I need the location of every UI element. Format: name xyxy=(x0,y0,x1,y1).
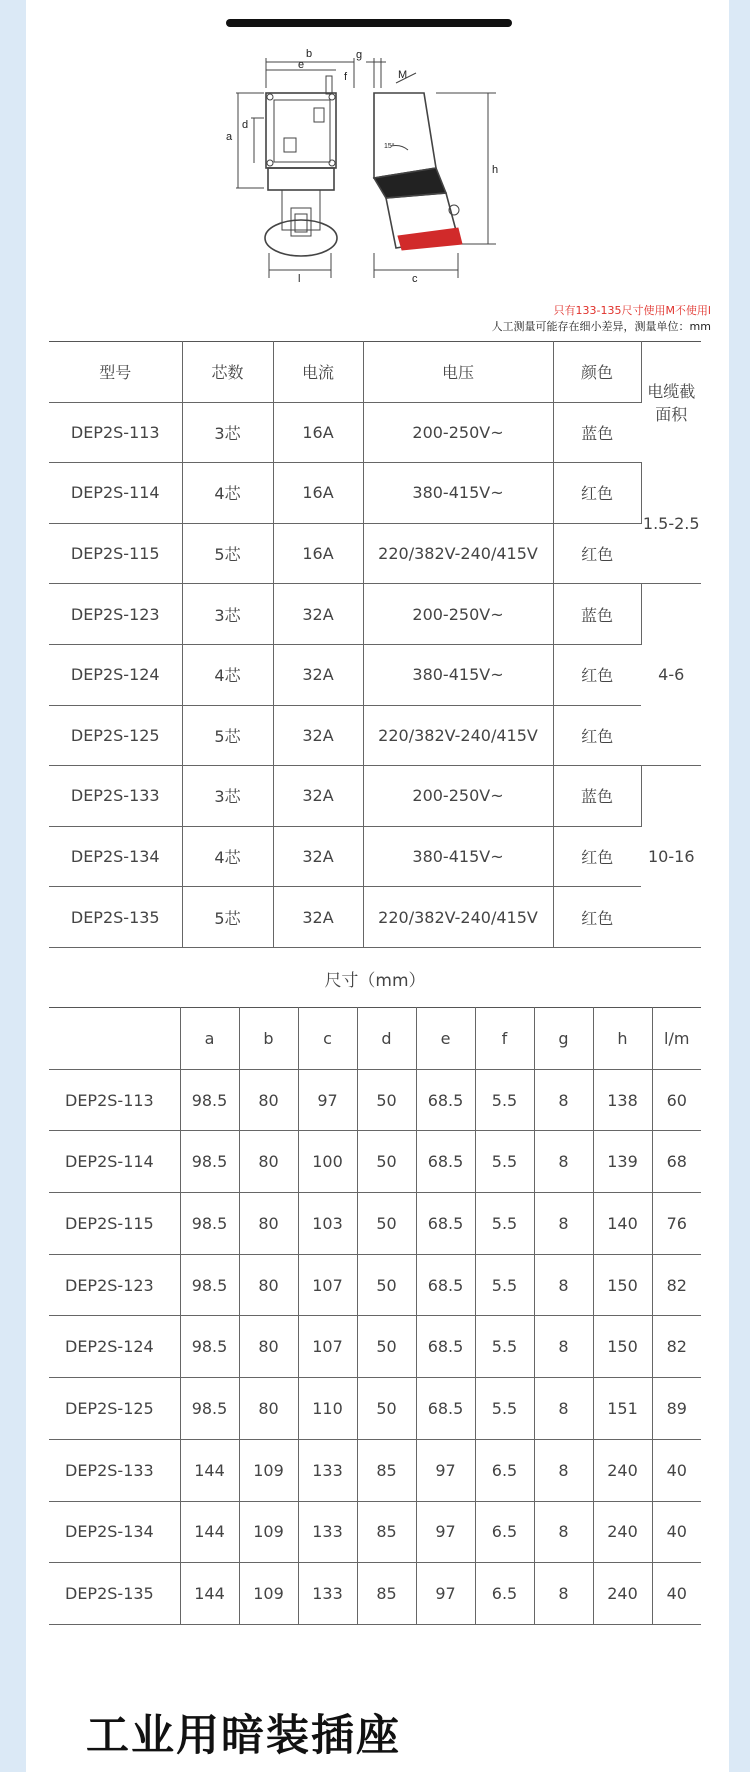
cell-lm: 82 xyxy=(652,1254,701,1316)
cell-e: 97 xyxy=(416,1501,475,1563)
cell-f: 6.5 xyxy=(475,1501,534,1563)
cell-f: 6.5 xyxy=(475,1563,534,1625)
cell-model: DEP2S-135 xyxy=(49,1563,180,1625)
cell-f: 6.5 xyxy=(475,1439,534,1501)
cell-cores: 3芯 xyxy=(182,584,273,645)
cell-d: 85 xyxy=(357,1563,416,1625)
cell-d: 85 xyxy=(357,1501,416,1563)
cell-b: 109 xyxy=(239,1501,298,1563)
cell-b: 80 xyxy=(239,1254,298,1316)
cell-d: 50 xyxy=(357,1316,416,1378)
dims-header: d xyxy=(357,1008,416,1070)
cell-lm: 40 xyxy=(652,1439,701,1501)
note-measurement: 人工测量可能存在细小差异，测量单位：mm xyxy=(491,320,711,333)
cell-a: 144 xyxy=(180,1501,239,1563)
cell-c: 107 xyxy=(298,1316,357,1378)
cell-h: 150 xyxy=(593,1254,652,1316)
dims-header: c xyxy=(298,1008,357,1070)
cell-c: 107 xyxy=(298,1254,357,1316)
cell-voltage: 200-250V~ xyxy=(363,766,553,827)
cell-model: DEP2S-113 xyxy=(49,402,182,463)
dims-table xyxy=(49,1007,701,1625)
label-f: f xyxy=(344,71,348,83)
note-m-usage: 只有133-135尺寸使用M不使用l xyxy=(553,304,711,317)
cell-d: 50 xyxy=(357,1193,416,1255)
cell-cores: 4芯 xyxy=(182,826,273,887)
label-a: a xyxy=(226,131,233,143)
cell-b: 109 xyxy=(239,1439,298,1501)
cell-c: 110 xyxy=(298,1378,357,1440)
cell-voltage: 380-415V~ xyxy=(363,463,553,524)
label-c: c xyxy=(412,273,418,285)
cell-b: 80 xyxy=(239,1069,298,1131)
table-row xyxy=(49,1254,701,1316)
cell-c: 133 xyxy=(298,1439,357,1501)
cell-f: 5.5 xyxy=(475,1131,534,1193)
cell-cores: 5芯 xyxy=(182,523,273,584)
cell-e: 68.5 xyxy=(416,1254,475,1316)
cell-a: 98.5 xyxy=(180,1193,239,1255)
spec-header: 芯数 xyxy=(182,342,273,403)
label-angle: 15° xyxy=(384,143,395,150)
cell-current: 16A xyxy=(273,523,363,584)
cell-g: 8 xyxy=(534,1563,593,1625)
cell-d: 50 xyxy=(357,1254,416,1316)
cell-cores: 5芯 xyxy=(182,705,273,766)
cell-a: 98.5 xyxy=(180,1069,239,1131)
cell-lm: 60 xyxy=(652,1069,701,1131)
table-row xyxy=(49,1563,701,1625)
spec-table xyxy=(49,341,701,948)
cell-model: DEP2S-114 xyxy=(49,463,182,524)
cell-g: 8 xyxy=(534,1254,593,1316)
cell-color: 红色 xyxy=(553,826,641,887)
label-b: b xyxy=(306,48,313,60)
cell-cores: 4芯 xyxy=(182,644,273,705)
cell-current: 32A xyxy=(273,705,363,766)
cell-d: 50 xyxy=(357,1131,416,1193)
table-row xyxy=(49,766,701,827)
dims-header: a xyxy=(180,1008,239,1070)
cell-cores: 4芯 xyxy=(182,463,273,524)
cell-g: 8 xyxy=(534,1193,593,1255)
label-m: M xyxy=(398,69,408,81)
cell-b: 80 xyxy=(239,1131,298,1193)
cell-a: 144 xyxy=(180,1439,239,1501)
cell-a: 98.5 xyxy=(180,1378,239,1440)
cell-model: DEP2S-114 xyxy=(49,1131,180,1193)
cell-a: 98.5 xyxy=(180,1316,239,1378)
cell-f: 5.5 xyxy=(475,1316,534,1378)
cell-color: 蓝色 xyxy=(553,402,641,463)
cell-h: 150 xyxy=(593,1316,652,1378)
cell-g: 8 xyxy=(534,1316,593,1378)
cell-voltage: 380-415V~ xyxy=(363,826,553,887)
table-row xyxy=(49,644,701,705)
cell-model: DEP2S-123 xyxy=(49,1254,180,1316)
cell-model: DEP2S-123 xyxy=(49,584,182,645)
section-heading: 工业用暗装插座 xyxy=(86,1711,401,1761)
table-row xyxy=(49,887,701,948)
cell-d: 85 xyxy=(357,1439,416,1501)
table-row xyxy=(49,1193,701,1255)
cell-g: 8 xyxy=(534,1069,593,1131)
cell-model: DEP2S-135 xyxy=(49,887,182,948)
cell-c: 100 xyxy=(298,1131,357,1193)
cell-e: 68.5 xyxy=(416,1316,475,1378)
cell-b: 80 xyxy=(239,1193,298,1255)
cell-a: 144 xyxy=(180,1563,239,1625)
cell-e: 97 xyxy=(416,1563,475,1625)
cell-g: 8 xyxy=(534,1131,593,1193)
cell-voltage: 220/382V-240/415V xyxy=(363,523,553,584)
spec-header: 电流 xyxy=(273,342,363,403)
table-row xyxy=(49,1131,701,1193)
table-row xyxy=(49,523,701,584)
cell-current: 32A xyxy=(273,644,363,705)
cell-cores: 3芯 xyxy=(182,766,273,827)
cell-voltage: 200-250V~ xyxy=(363,584,553,645)
cell-b: 109 xyxy=(239,1563,298,1625)
cell-model: DEP2S-124 xyxy=(49,1316,180,1378)
cell-a: 98.5 xyxy=(180,1131,239,1193)
cell-voltage: 220/382V-240/415V xyxy=(363,705,553,766)
spec-header: 电缆截面积 xyxy=(647,382,696,425)
cell-model: DEP2S-113 xyxy=(49,1069,180,1131)
cell-c: 133 xyxy=(298,1563,357,1625)
cell-c: 133 xyxy=(298,1501,357,1563)
cell-color: 蓝色 xyxy=(553,584,641,645)
dimension-diagram xyxy=(226,48,736,318)
cell-model: DEP2S-133 xyxy=(49,1439,180,1501)
dims-header: b xyxy=(239,1008,298,1070)
cell-voltage: 380-415V~ xyxy=(363,644,553,705)
table-row xyxy=(49,1501,701,1563)
cell-h: 240 xyxy=(593,1501,652,1563)
label-h: h xyxy=(492,164,499,176)
cell-f: 5.5 xyxy=(475,1193,534,1255)
cell-color: 红色 xyxy=(553,463,641,524)
cell-cable: 1.5-2.5 xyxy=(641,463,701,584)
cell-h: 139 xyxy=(593,1131,652,1193)
cell-c: 97 xyxy=(298,1069,357,1131)
cell-color: 红色 xyxy=(553,705,641,766)
spec-header: 颜色 xyxy=(553,342,641,403)
dims-header xyxy=(49,1008,180,1070)
cell-g: 8 xyxy=(534,1501,593,1563)
cell-model: DEP2S-115 xyxy=(49,1193,180,1255)
label-d: d xyxy=(242,119,249,131)
cell-e: 97 xyxy=(416,1439,475,1501)
cell-model: DEP2S-134 xyxy=(49,1501,180,1563)
cell-cable: 10-16 xyxy=(641,766,701,948)
table-row xyxy=(49,1316,701,1378)
cell-current: 32A xyxy=(273,887,363,948)
cell-h: 240 xyxy=(593,1563,652,1625)
dims-header: e xyxy=(416,1008,475,1070)
dims-header: h xyxy=(593,1008,652,1070)
cell-current: 16A xyxy=(273,463,363,524)
cell-current: 32A xyxy=(273,826,363,887)
table-row xyxy=(49,705,701,766)
cell-f: 5.5 xyxy=(475,1378,534,1440)
cell-h: 240 xyxy=(593,1439,652,1501)
dims-header: f xyxy=(475,1008,534,1070)
spec-header: 型号 xyxy=(49,342,182,403)
cell-e: 68.5 xyxy=(416,1069,475,1131)
cell-e: 68.5 xyxy=(416,1193,475,1255)
cell-color: 红色 xyxy=(553,523,641,584)
cell-color: 蓝色 xyxy=(553,766,641,827)
dims-header: l/m xyxy=(652,1008,701,1070)
spec-header: 电压 xyxy=(363,342,553,403)
cell-a: 98.5 xyxy=(180,1254,239,1316)
spec-header-row xyxy=(49,342,701,403)
table-row xyxy=(49,463,701,524)
table-row xyxy=(49,1378,701,1440)
cell-voltage: 220/382V-240/415V xyxy=(363,887,553,948)
table-row xyxy=(49,1439,701,1501)
dims-header: g xyxy=(534,1008,593,1070)
cell-lm: 82 xyxy=(652,1316,701,1378)
cell-g: 8 xyxy=(534,1439,593,1501)
table-row xyxy=(49,826,701,887)
cell-lm: 89 xyxy=(652,1378,701,1440)
cell-cores: 5芯 xyxy=(182,887,273,948)
cell-d: 50 xyxy=(357,1069,416,1131)
table-row xyxy=(49,402,701,463)
table-row xyxy=(49,1069,701,1131)
cell-f: 5.5 xyxy=(475,1254,534,1316)
top-scroll-bar xyxy=(226,19,512,27)
cell-lm: 40 xyxy=(652,1501,701,1563)
cell-model: DEP2S-133 xyxy=(49,766,182,827)
page xyxy=(26,0,729,1772)
cell-b: 80 xyxy=(239,1316,298,1378)
cell-color: 红色 xyxy=(553,887,641,948)
cell-current: 16A xyxy=(273,402,363,463)
cell-model: DEP2S-115 xyxy=(49,523,182,584)
cell-g: 8 xyxy=(534,1378,593,1440)
cell-lm: 68 xyxy=(652,1131,701,1193)
cell-current: 32A xyxy=(273,584,363,645)
cell-d: 50 xyxy=(357,1378,416,1440)
cell-cable: 4-6 xyxy=(641,584,701,766)
cell-c: 103 xyxy=(298,1193,357,1255)
cell-f: 5.5 xyxy=(475,1069,534,1131)
cell-b: 80 xyxy=(239,1378,298,1440)
dims-header-row xyxy=(49,1008,701,1070)
cell-current: 32A xyxy=(273,766,363,827)
cell-h: 138 xyxy=(593,1069,652,1131)
cell-e: 68.5 xyxy=(416,1378,475,1440)
cell-lm: 76 xyxy=(652,1193,701,1255)
cell-model: DEP2S-134 xyxy=(49,826,182,887)
label-e: e xyxy=(298,59,305,71)
cell-model: DEP2S-124 xyxy=(49,644,182,705)
cell-color: 红色 xyxy=(553,644,641,705)
dims-title: 尺寸（mm） xyxy=(324,971,426,991)
cell-model: DEP2S-125 xyxy=(49,1378,180,1440)
label-l: l xyxy=(298,273,301,285)
cell-h: 140 xyxy=(593,1193,652,1255)
cell-lm: 40 xyxy=(652,1563,701,1625)
cell-voltage: 200-250V~ xyxy=(363,402,553,463)
cell-e: 68.5 xyxy=(416,1131,475,1193)
cell-cores: 3芯 xyxy=(182,402,273,463)
cell-h: 151 xyxy=(593,1378,652,1440)
cell-model: DEP2S-125 xyxy=(49,705,182,766)
label-g: g xyxy=(356,49,363,61)
table-row xyxy=(49,584,701,645)
